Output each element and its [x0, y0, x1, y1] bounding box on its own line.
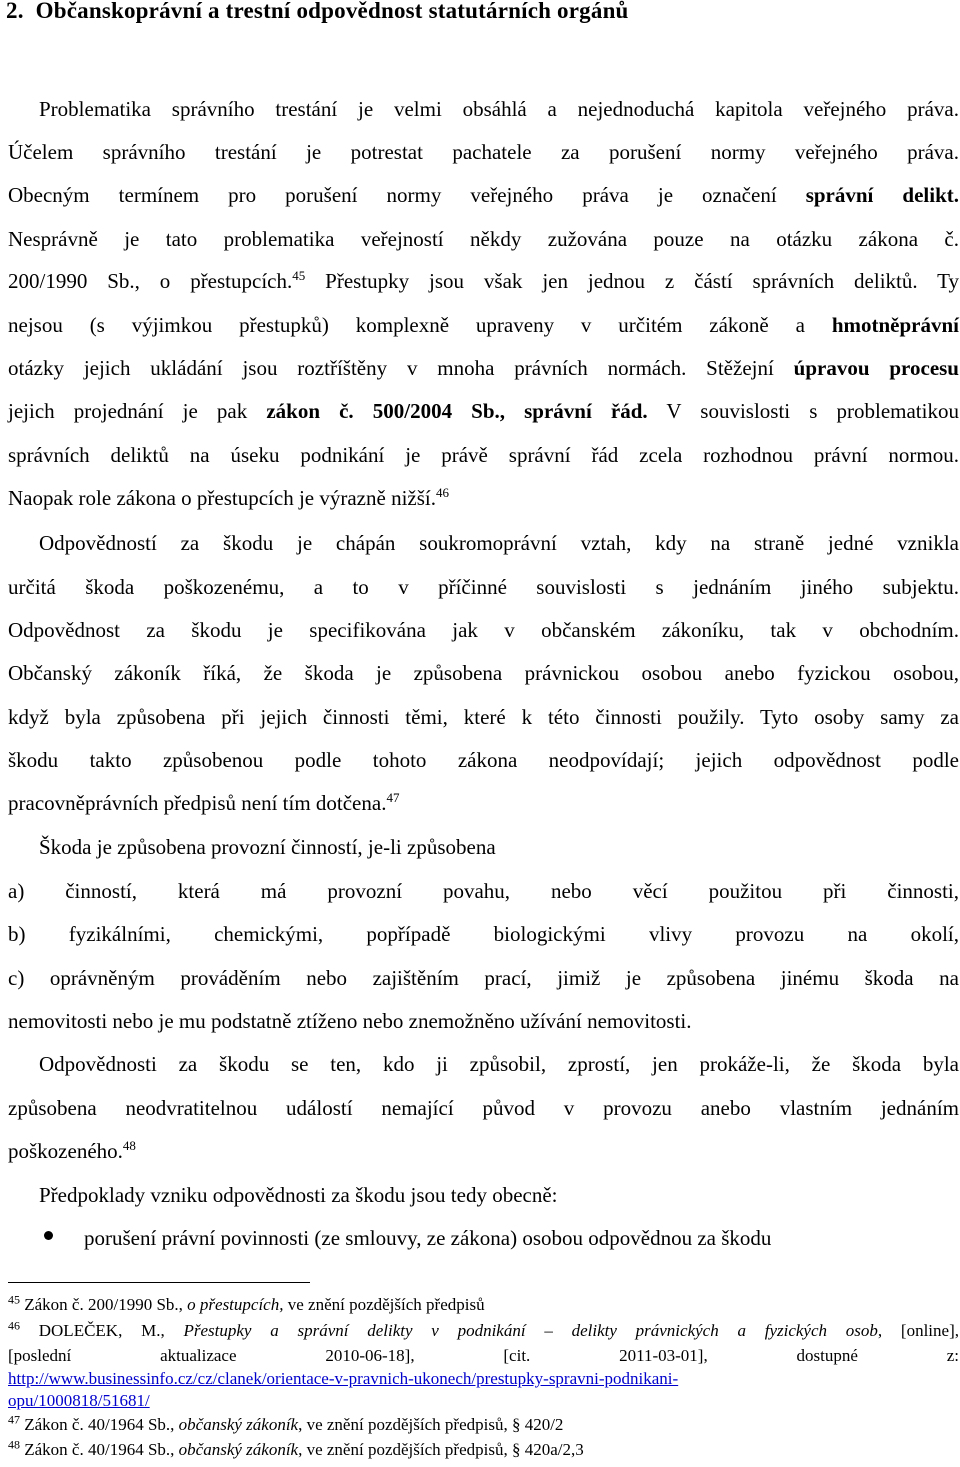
- paragraph-line: Účelem správního trestání je potrestat pachatele za porušení normy veřejného práva.: [8, 140, 959, 164]
- footnote-ref: 46: [436, 485, 449, 500]
- paragraph-line: Odpovědností za škodu je chápán soukromoprávní vztah, kdy na straně jedné vznikla: [39, 531, 959, 555]
- bullet-item: porušení právní povinnosti (ze smlouvy, ze zákona) osobou odpovědnou za škodu: [84, 1226, 772, 1250]
- paragraph-line: otázky jejich ukládání jsou roztříštěny v mnoha právních normách. Stěžejní úpravou procesu: [8, 356, 959, 380]
- paragraph-line: určitá škoda poškozenému, a to v příčinné souvislosti s jednáním jiného subjektu.: [8, 575, 959, 599]
- paragraph-line: jejich projednání je pak zákon č. 500/2004 Sb., správní řád. V souvislosti s problematikou: [8, 399, 959, 423]
- footnote-47: $^{47}$ Zákon č. 40/1964 Sb., občanský zákoník, ve znění pozdějších předpisů, § 420/2: [8, 1412, 564, 1434]
- paragraph-line: Naopak role zákona o přestupcích je výrazně nižší.$^{46}$: [8, 485, 449, 510]
- list-item: c) oprávněným prováděním nebo zajištěním prací, jimiž je způsobena jinému škoda na: [8, 966, 959, 990]
- footnote-46-url[interactable]: [8, 1368, 959, 1389]
- paragraph-line: poškozeného.$^{48}$: [8, 1138, 136, 1163]
- paragraph-line: Problematika správního trestání je velmi obsáhlá a nejednoduchá kapitola veřejného práva.: [39, 97, 959, 121]
- paragraph-line: Škoda je způsobena provozní činností, je-li způsobena: [39, 835, 496, 859]
- paragraph-line: Odpovědnosti za škodu se ten, kdo ji způsobil, zprostí, jen prokáže-li, že škoda byla: [39, 1052, 959, 1076]
- paragraph-line: Nesprávně je tato problematika veřejností někdy zužována pouze na otázku zákona č.: [8, 227, 959, 251]
- paragraph-line: 200/1990 Sb., o přestupcích.$^{45}$ Přestupky jsou však jen jednou z částí správních deliktů. Ty: [8, 268, 960, 293]
- paragraph-line: škodu takto způsobenou podle tohoto zákona neodpovídají; jejich odpovědnost podle: [8, 748, 959, 772]
- list-item: b) fyzikálními, chemickými, popřípadě biologickými vlivy provozu na okolí,: [8, 922, 959, 946]
- paragraph-line: Odpovědnost za škodu je specifikována jak v občanském zákoníku, tak v obchodním.: [8, 618, 959, 642]
- footnote-48: $^{48}$ Zákon č. 40/1964 Sb., občanský zákoník, ve znění pozdějších předpisů, § 420a/2,3: [8, 1437, 584, 1459]
- footnote-45: $^{45}$ Zákon č. 200/1990 Sb., o přestupcích, ve znění pozdějších předpisů: [8, 1292, 485, 1314]
- paragraph-line: nejsou (s výjimkou přestupků) komplexně upraveny v určitém zákoně a hmotněprávní: [8, 313, 959, 337]
- list-item: nemovitosti nebo je mu podstatně ztíženo nebo znemožněno užívání nemovitosti.: [8, 1009, 692, 1033]
- paragraph-line: způsobena neodvratitelnou událostí nemající původ v provozu anebo vlastním jednáním: [8, 1096, 959, 1120]
- paragraph-line: Občanský zákoník říká, že škoda je způsobena právnickou osobou anebo fyzickou osobou,: [8, 661, 959, 685]
- paragraph-line: pracovněprávních předpisů není tím dotčena.$^{47}$: [8, 790, 400, 815]
- section-heading: 2. Občanskoprávní a trestní odpovědnost statutárních orgánů: [6, 0, 629, 23]
- bullet-icon: [44, 1231, 53, 1240]
- footnote-46: $^{46}$ DOLEČEK, M., Přestupky a správní delikty v podnikání – delikty právnických a fyzických osob, [online],: [8, 1318, 959, 1340]
- footnote-ref: 48: [122, 1138, 136, 1153]
- paragraph-line: správních deliktů na úseku podnikání je právě správní řád zcela rozhodnou právní normou.: [8, 443, 959, 467]
- source-link-continued[interactable]: opu/1000818/51681/: [8, 1391, 150, 1410]
- footnote-separator: [8, 1282, 310, 1283]
- footnote-ref: 45: [292, 268, 306, 283]
- footnote-46-line2: [poslední aktualizace 2010-06-18], [cit. 2011-03-01], dostupné z:: [8, 1346, 959, 1365]
- list-item: a) činností, která má provozní povahu, nebo věcí použitou při činnosti,: [8, 879, 959, 903]
- footnote-ref: 47: [386, 790, 400, 805]
- paragraph-line: Předpoklady vzniku odpovědnosti za škodu jsou tedy obecně:: [39, 1183, 558, 1207]
- footnote-46-url-cont[interactable]: [8, 1390, 959, 1411]
- paragraph-line: Obecným termínem pro porušení normy veřejného práva je označení správní delikt.: [8, 183, 959, 207]
- source-link[interactable]: http://www.businessinfo.cz/cz/clanek/orientace-v-pravnich-ukonech/prestupky-spravni-podnikani-: [8, 1369, 679, 1388]
- paragraph-line: když byla způsobena při jejich činnosti těmi, které k této činnosti použily. Tyto osoby samy za: [8, 705, 959, 729]
